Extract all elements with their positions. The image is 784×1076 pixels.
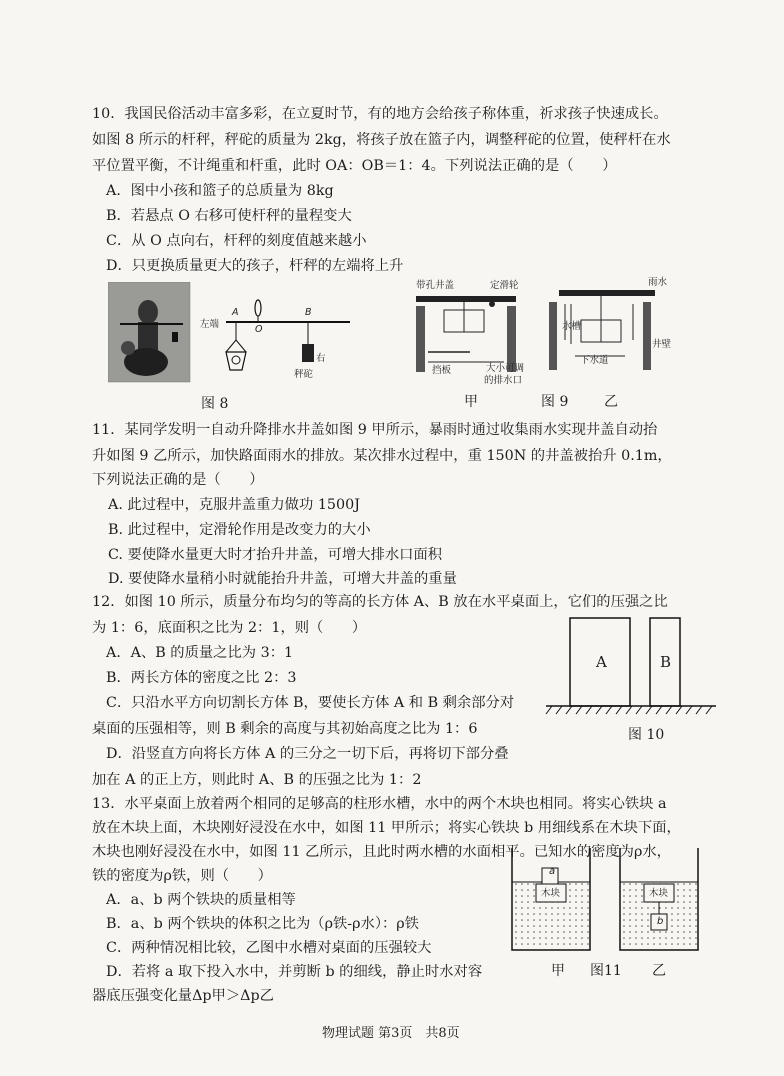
fig11-jia-label: 甲 — [551, 963, 565, 979]
q12-option-d-2: 加在 A 的正上方，则此时 A、B 的压强之比为 1：2 — [92, 772, 422, 788]
q13-option-b: B．a、b 两个铁块的体积之比为（ρ铁-ρ水）：ρ铁 — [106, 916, 419, 932]
q12-option-c-2: 桌面的压强相等，则 B 剩余的高度与其初始高度之比为 1：6 — [92, 721, 478, 737]
fig8-left-end-label: 左端 — [200, 319, 220, 330]
q12-option-a: A．A、B 的质量之比为 3：1 — [106, 645, 294, 661]
q11-option-d: D. 要使降水量稍小时就能抬升井盖，可增大井盖的重量 — [108, 571, 457, 587]
q13-option-a: A．a、b 两个铁块的质量相等 — [106, 892, 296, 908]
q13-line-1: 13．水平桌面上放着两个相同的足够高的柱形水槽，水中的两个木块也相同。将实心铁块 a — [92, 796, 667, 812]
fig9-label-baffle: 挡板 — [432, 365, 452, 376]
q10-line-2: 如图 8 所示的杆秤，秤砣的质量为 2kg，将孩子放在篮子内，调整秤砣的位置，使秤杆在水 — [92, 132, 671, 148]
q13-line-2: 放在木块上面，木块刚好浸没在水中，如图 11 甲所示；将实心铁块 b 用细线系在木块下面， — [92, 820, 681, 836]
fig11-label-a: a — [549, 866, 556, 877]
q12-line-2: 为 1：6，底面积之比为 2：1，则（ ） — [92, 620, 367, 636]
fig11-caption: 图11 — [590, 963, 622, 979]
fig9-label-tank: 水槽 — [562, 321, 582, 332]
q12-option-c-1: C．只沿水平方向切割长方体 B，要使长方体 A 和 B 剩余部分对 — [106, 695, 515, 711]
q12-option-d-1: D．沿竖直方向将长方体 A 的三分之一切下后，再将切下部分叠 — [106, 746, 509, 762]
fig8-right-label: 右 — [316, 353, 326, 364]
fig8-point-a: A — [232, 307, 239, 318]
q10-option-a: A．图中小孩和篮子的总质量为 8kg — [106, 183, 334, 199]
q11-line-3: 下列说法正确的是（ ） — [92, 472, 264, 488]
fig9-label-wall: 井壁 — [652, 339, 672, 350]
fig10-block-b-label: B — [660, 653, 672, 671]
page-footer: 物理试题 第3页 共8页 — [322, 1026, 460, 1041]
fig11-label-b: b — [657, 916, 664, 927]
q13-option-d-2: 器底压强变化量Δp甲＞Δp乙 — [92, 988, 274, 1004]
q11-line-2: 升如图 9 乙所示，加快路面雨水的排放。某次排水过程中，重 150N 的井盖被抬升 0.1m， — [92, 448, 672, 464]
fig9-label-sewer: 下水道 — [580, 355, 609, 366]
figure-9-yi — [545, 282, 665, 382]
fig11-wood-jia: 木块 — [541, 888, 561, 899]
fig8-point-o: O — [255, 324, 263, 335]
q10-option-c: C．从 O 点向右，杆秤的刻度值越来越小 — [106, 233, 367, 249]
fig8-point-b: B — [305, 307, 312, 318]
q11-line-1: 11．某同学发明一自动升降排水井盖如图 9 甲所示，暴雨时通过收集雨水实现井盖自动抬 — [92, 422, 658, 438]
weight-block — [302, 344, 314, 362]
q13-option-d-1: D．若将 a 取下投入水中，并剪断 b 的细线，静止时水对容 — [106, 964, 483, 980]
fig10-block-a-label: A — [596, 653, 607, 671]
fig10-caption: 图 10 — [628, 727, 665, 743]
figure-11 — [508, 846, 704, 954]
fig11-wood-yi: 木块 — [649, 888, 669, 899]
fig9-label-rain: 雨水 — [648, 277, 668, 288]
fig9-caption: 图 9 — [541, 394, 569, 410]
q10-line-3: 平位置平衡，不计绳重和杆重，此时 OA：OB＝1：4。下列说法正确的是（ ） — [92, 158, 617, 174]
fig9-label-cover: 带孔井盖 — [416, 280, 455, 291]
fig9-jia-label: 甲 — [464, 394, 478, 410]
q10-option-d: D．只更换质量更大的孩子，杆秤的左端将上升 — [106, 258, 404, 274]
q12-option-b: B．两长方体的密度之比 2：3 — [106, 670, 297, 686]
q11-option-c: C. 要使降水量更大时才抬升井盖，可增大排水口面积 — [108, 547, 443, 563]
q10-line-1: 10．我国民俗活动丰富多彩，在立夏时节，有的地方会给孩子称体重，祈求孩子快速成长。 — [92, 106, 668, 122]
fig8-weight-label: 秤砣 — [294, 369, 314, 380]
figure-10 — [540, 612, 720, 718]
fig11-yi-label: 乙 — [652, 963, 666, 979]
fig8-caption: 图 8 — [201, 396, 229, 412]
fig9-label-outlet: 的排水口 — [484, 375, 523, 386]
q10-option-b: B．若悬点 O 右移可使杆秤的量程变大 — [106, 208, 352, 224]
q11-option-b: B. 此过程中，定滑轮作用是改变力的大小 — [108, 522, 371, 538]
q11-option-a: A. 此过程中，克服井盖重力做功 1500J — [108, 497, 360, 513]
q12-line-1: 12．如图 10 所示，质量分布均匀的等高的长方体 A、B 放在水平桌面上，它们的压强之比 — [92, 594, 668, 610]
fig9-label-pulley: 定滑轮 — [490, 280, 519, 291]
fig9-yi-label: 乙 — [604, 394, 618, 410]
fig9-label-adjustable: 大小可调 — [486, 363, 525, 374]
q13-line-3: 木块也刚好浸没在水中，如图 11 乙所示，且此时两水槽的水面相平。已知水的密度为ρ水， — [92, 844, 671, 860]
q13-line-4: 铁的密度为ρ铁，则（ ） — [92, 868, 272, 884]
q13-option-c: C．两种情况相比较，乙图中水槽对桌面的压强较大 — [106, 940, 432, 956]
figure-8 — [108, 282, 358, 384]
